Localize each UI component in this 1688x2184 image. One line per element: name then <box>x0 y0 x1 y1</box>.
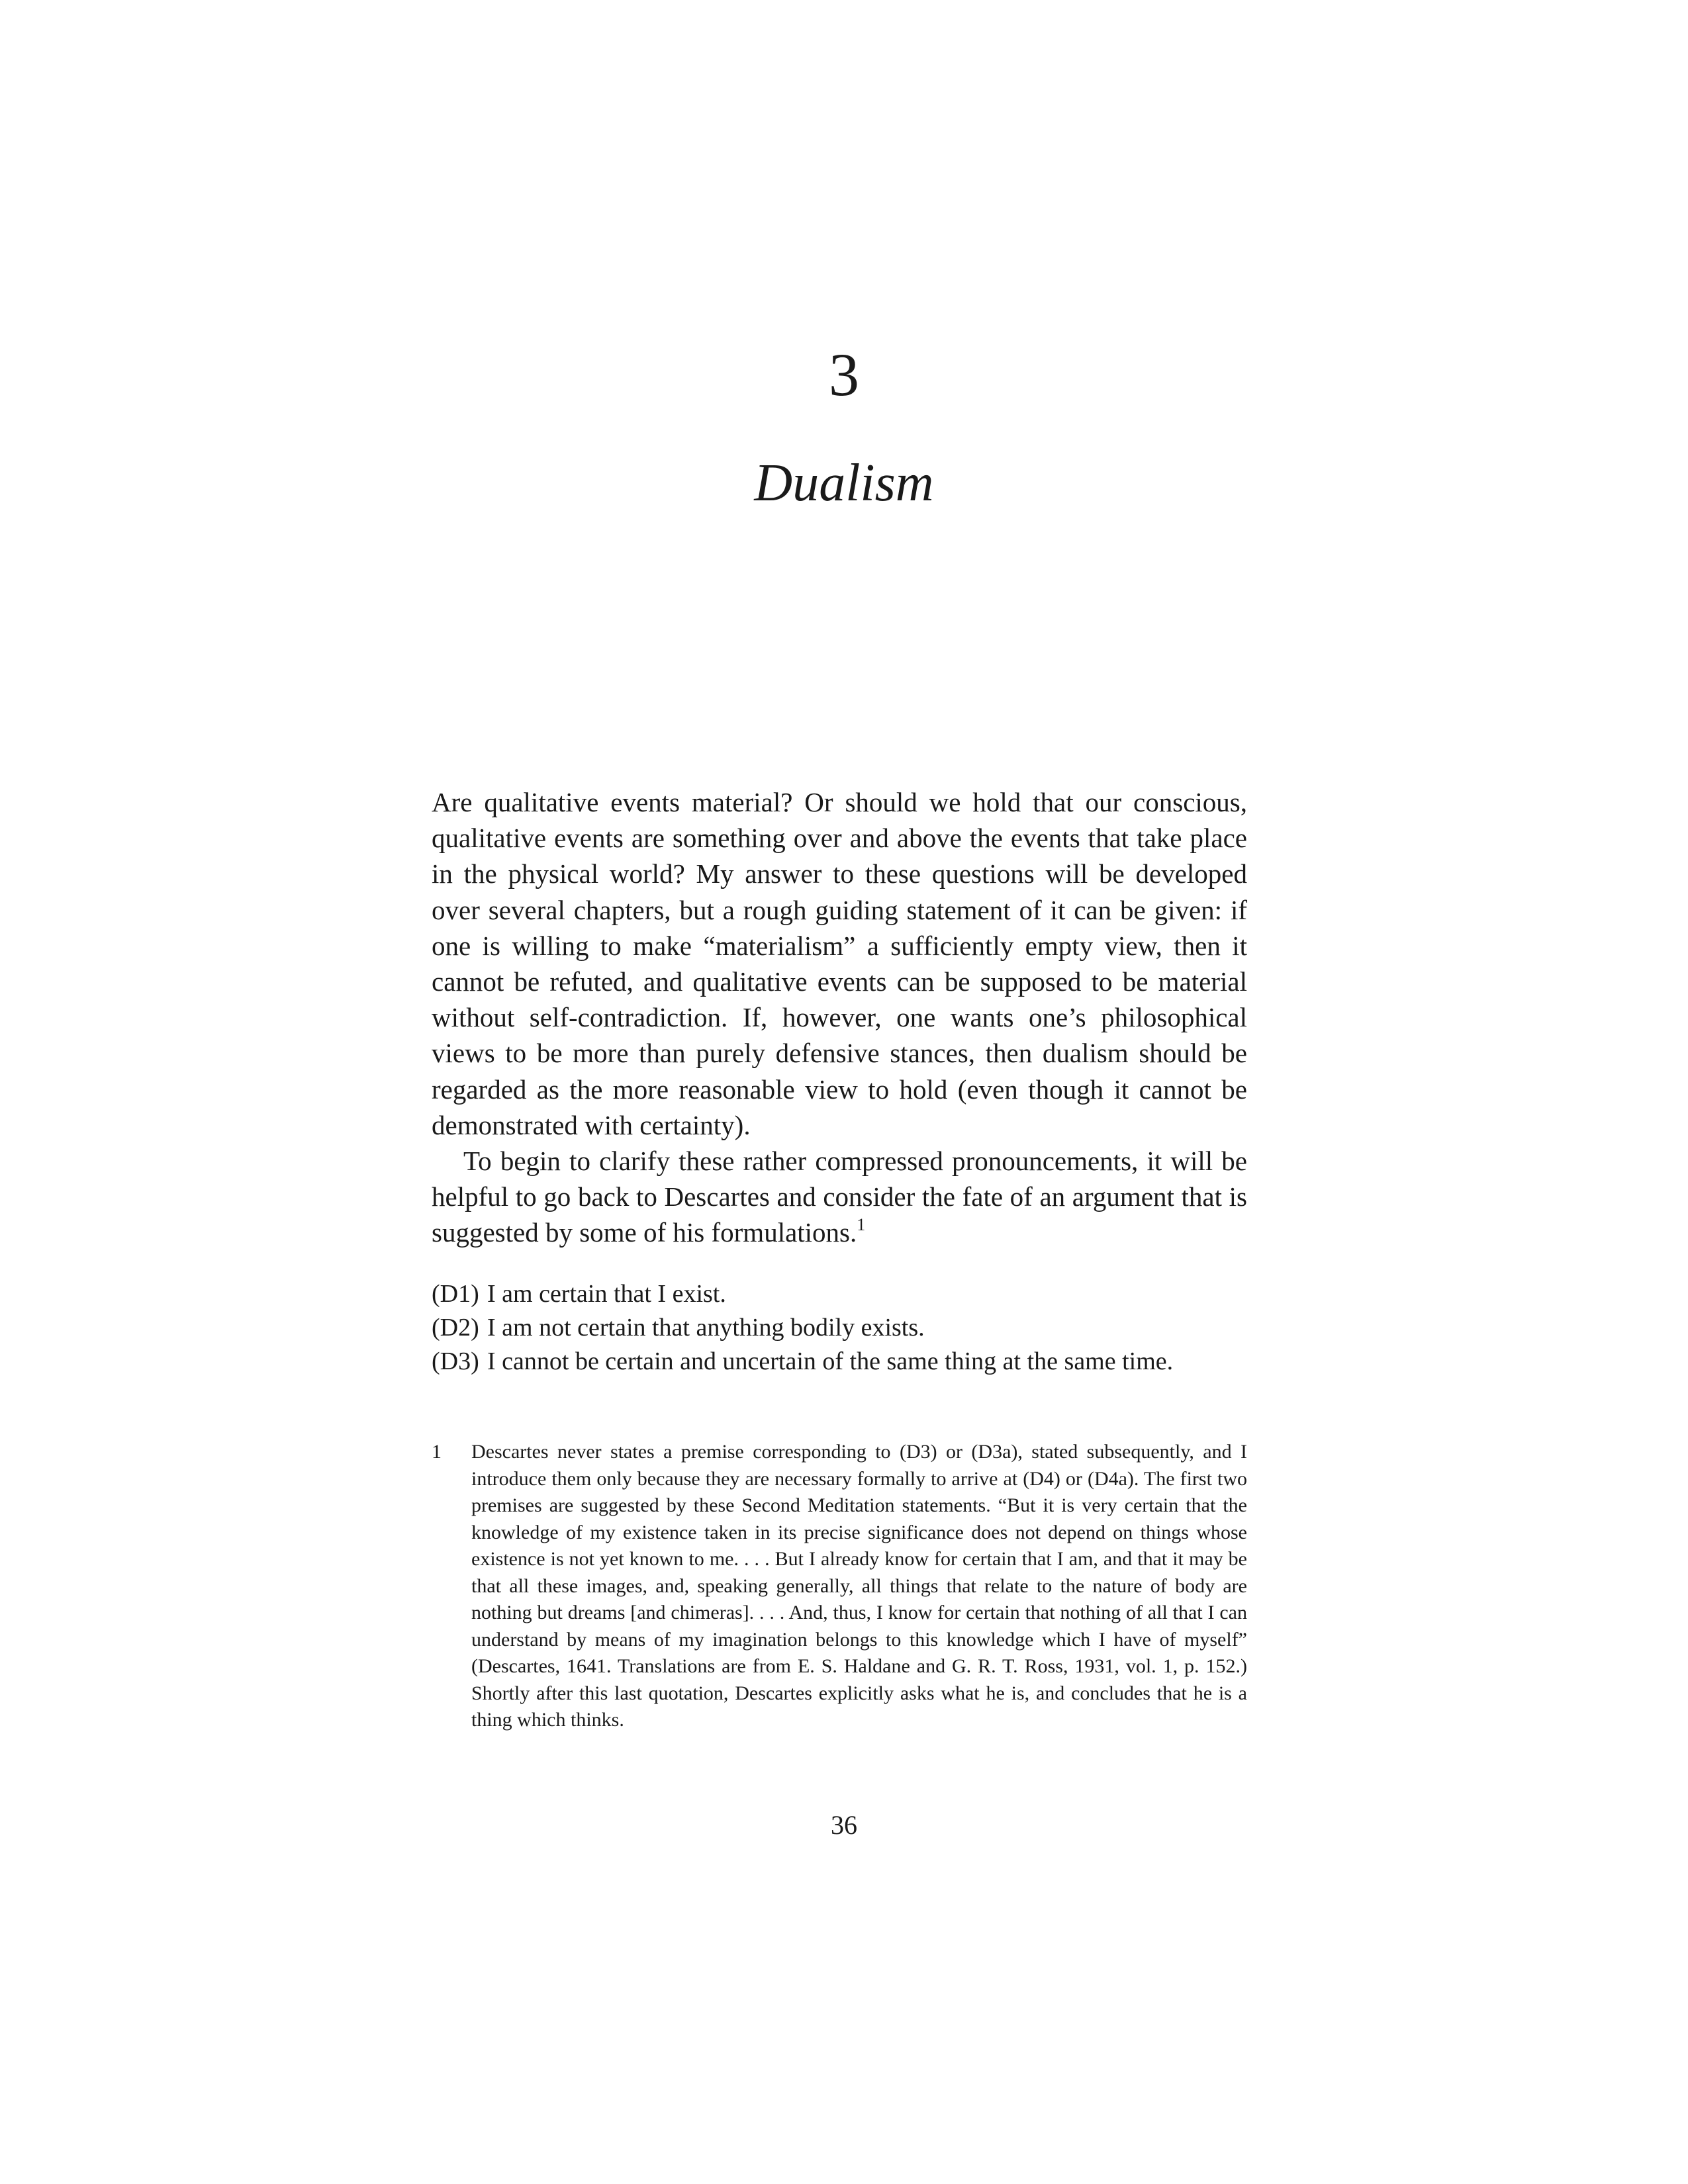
premise-label: (D3) <box>432 1347 479 1375</box>
paragraph-2-text: To begin to clarify these rather compressed pronouncements, it will be helpful to go back to Descartes and consider the fate of an argument that is suggested by some of his formulations. <box>432 1146 1247 1248</box>
paragraph-1: Are qualitative events material? Or should we hold that our conscious, qualitative events are something over and above the events that take place in the physical world? My answer to these questions will be developed over several chapters, but a rough guiding statement of it can be given: if one is willing to make “materialism” a sufficiently empty view, then it cannot be refuted, and qualitative events can be supposed to be material without self-contradiction. If, however, one wants one’s philosophical views to be more than purely defensive stances, then dualism should be regarded as the more reasonable view to hold (even though it cannot be demonstrated with certainty). <box>432 787 1247 1140</box>
premise-text: I cannot be certain and uncertain of the same thing at the same time. <box>487 1347 1174 1375</box>
premise-label: (D2) <box>432 1314 479 1342</box>
footnote-1 <box>432 1439 1247 1734</box>
premise-text: I am certain that I exist. <box>487 1280 726 1308</box>
premise-label: (D1) <box>432 1280 479 1308</box>
chapter-number: 3 <box>829 341 859 408</box>
premise-d3 <box>432 1345 1247 1379</box>
footnote-number: 1 <box>432 1441 442 1463</box>
chapter-title: Dualism <box>754 454 934 512</box>
footnote-text: Descartes never states a premise corresponding to (D3) or (D3a), stated subsequently, and I introduce them only because they are necessary formally to arrive at (D4) or (D4a). The first two premises are suggested by these Second Meditation statements. “But it is very certain that the knowledge of my existence taken in its precise significance does not depend on things whose existence is not yet known to me. . . . But I already know for certain that I am, and that it may be that all these images, and, speaking generally, all things that relate to the nature of body are nothing but dreams [and chimeras]. . . . And, thus, I know for certain that nothing of all that I can understand by means of my imagination belongs to this knowledge which I have of myself” (Descartes, 1641. Translations are from E. S. Haldane and G. R. T. Ross, 1931, vol. 1, p. 152.) Shortly after this last quotation, Descartes explicitly asks what he is, and concludes that he is a thing which thinks. <box>471 1441 1247 1731</box>
premise-text: I am not certain that anything bodily exists. <box>487 1314 925 1342</box>
premise-d2 <box>432 1311 1247 1345</box>
paragraph-2 <box>432 1143 1247 1251</box>
page-number: 36 <box>831 1810 857 1840</box>
premise-list <box>432 1277 1247 1379</box>
premise-d1 <box>432 1277 1247 1311</box>
body-text <box>432 784 1247 1251</box>
footnote-reference[interactable]: 1 <box>857 1215 866 1235</box>
